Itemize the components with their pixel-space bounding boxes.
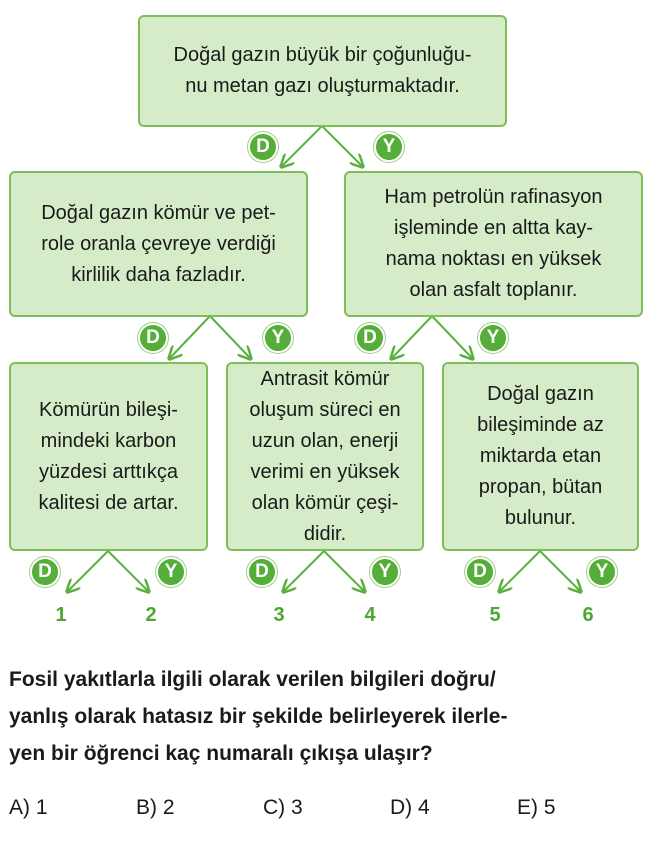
false-badge: Y [478, 323, 508, 353]
exit-number-2: 2 [145, 604, 157, 626]
false-badge: Y [587, 557, 617, 587]
choice-d[interactable]: D) 4 [390, 796, 430, 819]
mid-false-arrow [324, 551, 364, 591]
false-badge: Y [370, 557, 400, 587]
left-false-arrow [210, 316, 250, 358]
root-false-arrow [322, 126, 362, 166]
false-badge: Y [263, 323, 293, 353]
true-badge: D [138, 323, 168, 353]
ll-true-arrow [68, 551, 108, 591]
bottom-right-statement-box: Doğal gazın bileşiminde az miktarda etan propan, bütan bulunur. [442, 362, 639, 551]
mid-true-arrow [284, 551, 324, 591]
left-statement-box: Doğal gazın kömür ve pet- role oranla çevreye verdiği kirlilik daha fazladır. [9, 171, 308, 317]
rr-false-arrow [540, 551, 580, 591]
question-text: Fosil yakıtlarla ilgili olarak verilen bilgileri doğru/ yanlış olarak hatasız bir şekilde belirleyerek ilerle- yen bir öğrenci kaç numaralı çıkışa ulaşır? [9, 668, 508, 765]
true-badge: D [248, 132, 278, 162]
rr-true-arrow [500, 551, 540, 591]
false-badge: Y [156, 557, 186, 587]
right-true-arrow [392, 316, 432, 358]
root-true-arrow [282, 126, 322, 166]
bottom-left-statement-box: Kömürün bileşi- mindeki karbon yüzdesi arttıkça kalitesi de artar. [9, 362, 208, 551]
true-badge: D [465, 557, 495, 587]
ll-false-arrow [108, 551, 148, 591]
bottom-middle-statement-box: Antrasit kömür oluşum süreci en uzun olan, enerji verimi en yüksek olan kömür çeşi- didir. [226, 362, 424, 551]
true-badge: D [30, 557, 60, 587]
true-badge: D [355, 323, 385, 353]
root-statement-box: Doğal gazın büyük bir çoğunluğu- nu metan gazı oluşturmaktadır. [138, 15, 507, 127]
choice-b[interactable]: B) 2 [136, 796, 175, 819]
exit-number-1: 1 [55, 604, 67, 626]
choice-c[interactable]: C) 3 [263, 796, 303, 819]
right-false-arrow [432, 316, 472, 358]
exit-number-6: 6 [582, 604, 594, 626]
answer-choices [9, 793, 659, 823]
exit-number-5: 5 [489, 604, 501, 626]
true-badge: D [247, 557, 277, 587]
right-statement-box: Ham petrolün rafinasyon işleminde en altta kay- nama noktası en yüksek olan asfalt toplanır. [344, 171, 643, 317]
left-true-arrow [170, 316, 210, 358]
choice-e[interactable]: E) 5 [517, 796, 556, 819]
false-badge: Y [374, 132, 404, 162]
exit-number-4: 4 [364, 604, 376, 626]
choice-a[interactable]: A) 1 [9, 796, 48, 819]
exit-number-3: 3 [273, 604, 285, 626]
